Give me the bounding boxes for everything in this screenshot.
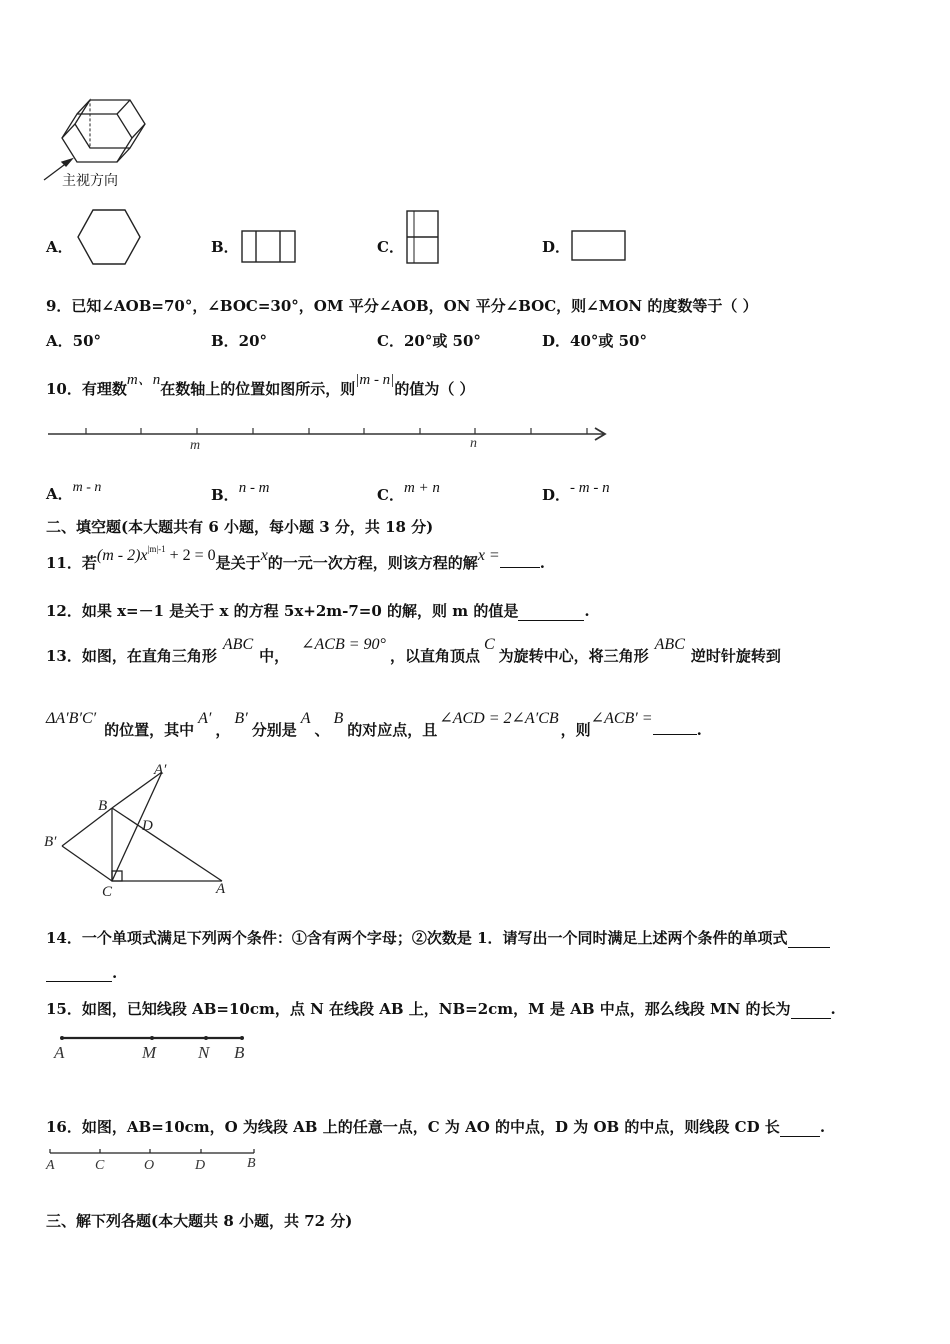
q10-mid: 在数轴上的位置如图所示，则: [160, 380, 356, 398]
q10-option-b-expr: n - m: [238, 480, 270, 496]
number-line-label-n: n: [470, 436, 477, 451]
q13-mid2: 为旋转中心，将三角形: [498, 647, 649, 665]
q11-solution: x =: [477, 547, 500, 564]
q13-comma: ，: [215, 721, 231, 739]
fig13-label-C: C: [102, 884, 113, 900]
q11-answer-blank[interactable]: [500, 553, 540, 568]
q15-text: 15．如图，已知线段 AB=10cm，点 N 在线段 AB 上，NB=2cm，M 是 AB 中点，那么线段 MN 的长为: [46, 1000, 791, 1018]
q11-stem: [46, 544, 545, 573]
three-rectangles-icon: [240, 229, 298, 265]
q10-vars: m、n: [126, 372, 161, 388]
q12-answer-blank[interactable]: [518, 606, 584, 621]
q11-eq-base: (m - 2)x: [96, 547, 148, 564]
q10-option-c: [377, 480, 440, 505]
q13-dun: 、: [314, 721, 330, 739]
q13-bp: B′: [234, 710, 248, 727]
q10-option-d-letter: D．: [542, 486, 571, 504]
section-3-title: 三、解下列各题(本大题共 8 小题，共 72 分): [46, 1212, 353, 1230]
q14-answer-blank-2[interactable]: [46, 967, 112, 982]
q10-option-d-expr: - m - n: [570, 480, 610, 496]
q15-label-N: N: [198, 1043, 210, 1062]
rectangle-icon: [570, 229, 628, 263]
q15-label-M: M: [142, 1043, 157, 1062]
q13-line2-c: 的对应点，且: [347, 721, 438, 739]
rotation-triangle-figure: [40, 760, 240, 900]
q9-option-c: C．20°或 50°: [377, 332, 481, 350]
q15-answer-blank[interactable]: [791, 1004, 831, 1019]
q11-eq-exp: |m|-1: [147, 544, 166, 554]
q13-prefix: 13．如图，在直角三角形: [46, 647, 217, 665]
q10-option-a-letter: A．: [46, 485, 73, 503]
q11-var: x: [260, 547, 268, 564]
q15-end: .: [830, 1000, 836, 1018]
q11-eq-tail: + 2 = 0: [165, 547, 216, 564]
q12-text: 12．如果 x=－1 是关于 x 的方程 5x+2m-7=0 的解，则 m 的值是: [46, 602, 519, 620]
q16-answer-blank[interactable]: [780, 1122, 820, 1137]
q16-label-O: O: [144, 1158, 155, 1173]
q10-option-b: [211, 480, 270, 505]
q13-mid: ，以直角顶点: [389, 647, 480, 665]
q13-zhong: 中，: [259, 647, 290, 665]
q10-expr: |m - n|: [355, 372, 395, 388]
fig13-label-Bp: B′: [44, 834, 57, 850]
view-direction-caption: 主视方向: [62, 173, 118, 189]
fig13-label-Ap: A′: [154, 762, 167, 778]
q13-line2-d: ，则: [560, 721, 591, 739]
q8-option-c-label: C．: [377, 238, 404, 256]
q9-stem: 9．已知∠AOB=70°，∠BOC=30°，OM 平分∠AOB，ON 平分∠BOC，则∠MON 的度数等于（ ）: [46, 297, 758, 315]
stacked-squares-icon: [405, 209, 441, 265]
segment-amnb-figure: [50, 1030, 260, 1066]
q16-label-D: D: [195, 1158, 206, 1173]
q10-option-a: [46, 480, 101, 504]
q13-line2-a: 的位置，其中: [104, 721, 195, 739]
fig13-label-D: D: [142, 818, 153, 834]
q10-suffix: 的值为（ ）: [394, 380, 475, 398]
q13-ap: A′: [198, 710, 212, 727]
q13-angle: ∠ACB = 90°: [301, 636, 386, 653]
q16-label-B: B: [247, 1156, 256, 1171]
q9-option-a: A．50°: [46, 332, 102, 350]
q13-tri: ABC: [222, 636, 254, 653]
q10-option-c-letter: C．: [377, 486, 404, 504]
q13-c: C: [483, 636, 495, 653]
q13-cond: ∠ACD = 2∠A′CB: [439, 710, 559, 727]
q13-answer-blank[interactable]: [653, 720, 697, 735]
q10-prefix: 10．有理数: [46, 380, 127, 398]
q15-label-A: A: [54, 1043, 65, 1062]
q13-tri3: ΔA′B′C′: [46, 710, 97, 727]
q16-label-C: C: [95, 1158, 105, 1173]
q8-option-d-label: D．: [542, 238, 571, 256]
q10-option-c-expr: m + n: [403, 480, 440, 496]
q11-equation: [96, 544, 216, 564]
q14-answer-blank-1[interactable]: [788, 933, 830, 948]
q15-stem: [46, 998, 836, 1019]
q13-line2: [46, 708, 702, 740]
q10-stem: [46, 368, 475, 399]
q16-text: 16．如图，AB=10cm，O 为线段 AB 上的任意一点，C 为 AO 的中点，D 为 OB 的中点，则线段 CD 长: [46, 1118, 780, 1136]
q13-tri2: ABC: [654, 636, 685, 653]
q12-stem: [46, 600, 590, 621]
q16-end: .: [819, 1118, 826, 1136]
q16-stem: [46, 1116, 825, 1137]
q13-ask: ∠ACB′ =: [590, 710, 653, 727]
q14-text: 14．一个单项式满足下列两个条件：①含有两个字母；②次数是 1．请写出一个同时满足上述两个条件的单项式: [46, 929, 788, 947]
q10-option-d: [542, 480, 610, 505]
fig13-label-B: B: [98, 798, 108, 814]
section-2-title: 二、填空题(本大题共有 6 小题，每小题 3 分，共 18 分): [46, 518, 434, 536]
q10-option-a-expr: m - n: [72, 480, 102, 495]
q11-mid2: 的一元一次方程，则该方程的解: [267, 554, 478, 572]
number-line-label-m: m: [190, 438, 201, 453]
q11-mid1: 是关于: [215, 554, 261, 572]
q13-line2-b: 分别是: [251, 721, 297, 739]
q13-end: .: [696, 721, 702, 739]
q14-end: .: [112, 964, 118, 982]
q11-end: .: [539, 554, 545, 572]
q9-option-d: D．40°或 50°: [542, 332, 647, 350]
q9-option-b: B．20°: [211, 332, 268, 350]
q12-end: .: [584, 602, 590, 620]
fig13-label-A: A: [216, 881, 226, 897]
q13-end1: 逆时针旋转到: [690, 647, 781, 665]
q14-line2: [46, 964, 117, 982]
number-line: [44, 420, 614, 456]
q13-a: A: [300, 710, 311, 727]
q15-label-B: B: [234, 1043, 245, 1062]
q16-label-A: A: [46, 1158, 55, 1173]
q8-option-b-label: B．: [211, 238, 239, 256]
q11-prefix: 11．若: [46, 554, 97, 572]
q8-option-a-label: A．: [46, 238, 73, 256]
q10-option-b-letter: B．: [211, 486, 239, 504]
q14-stem: [46, 927, 830, 948]
segment-acodb-figure: [44, 1145, 264, 1177]
q13-b: B: [333, 710, 344, 727]
q13-line1: [46, 634, 781, 666]
hexagon-icon: [76, 208, 142, 266]
